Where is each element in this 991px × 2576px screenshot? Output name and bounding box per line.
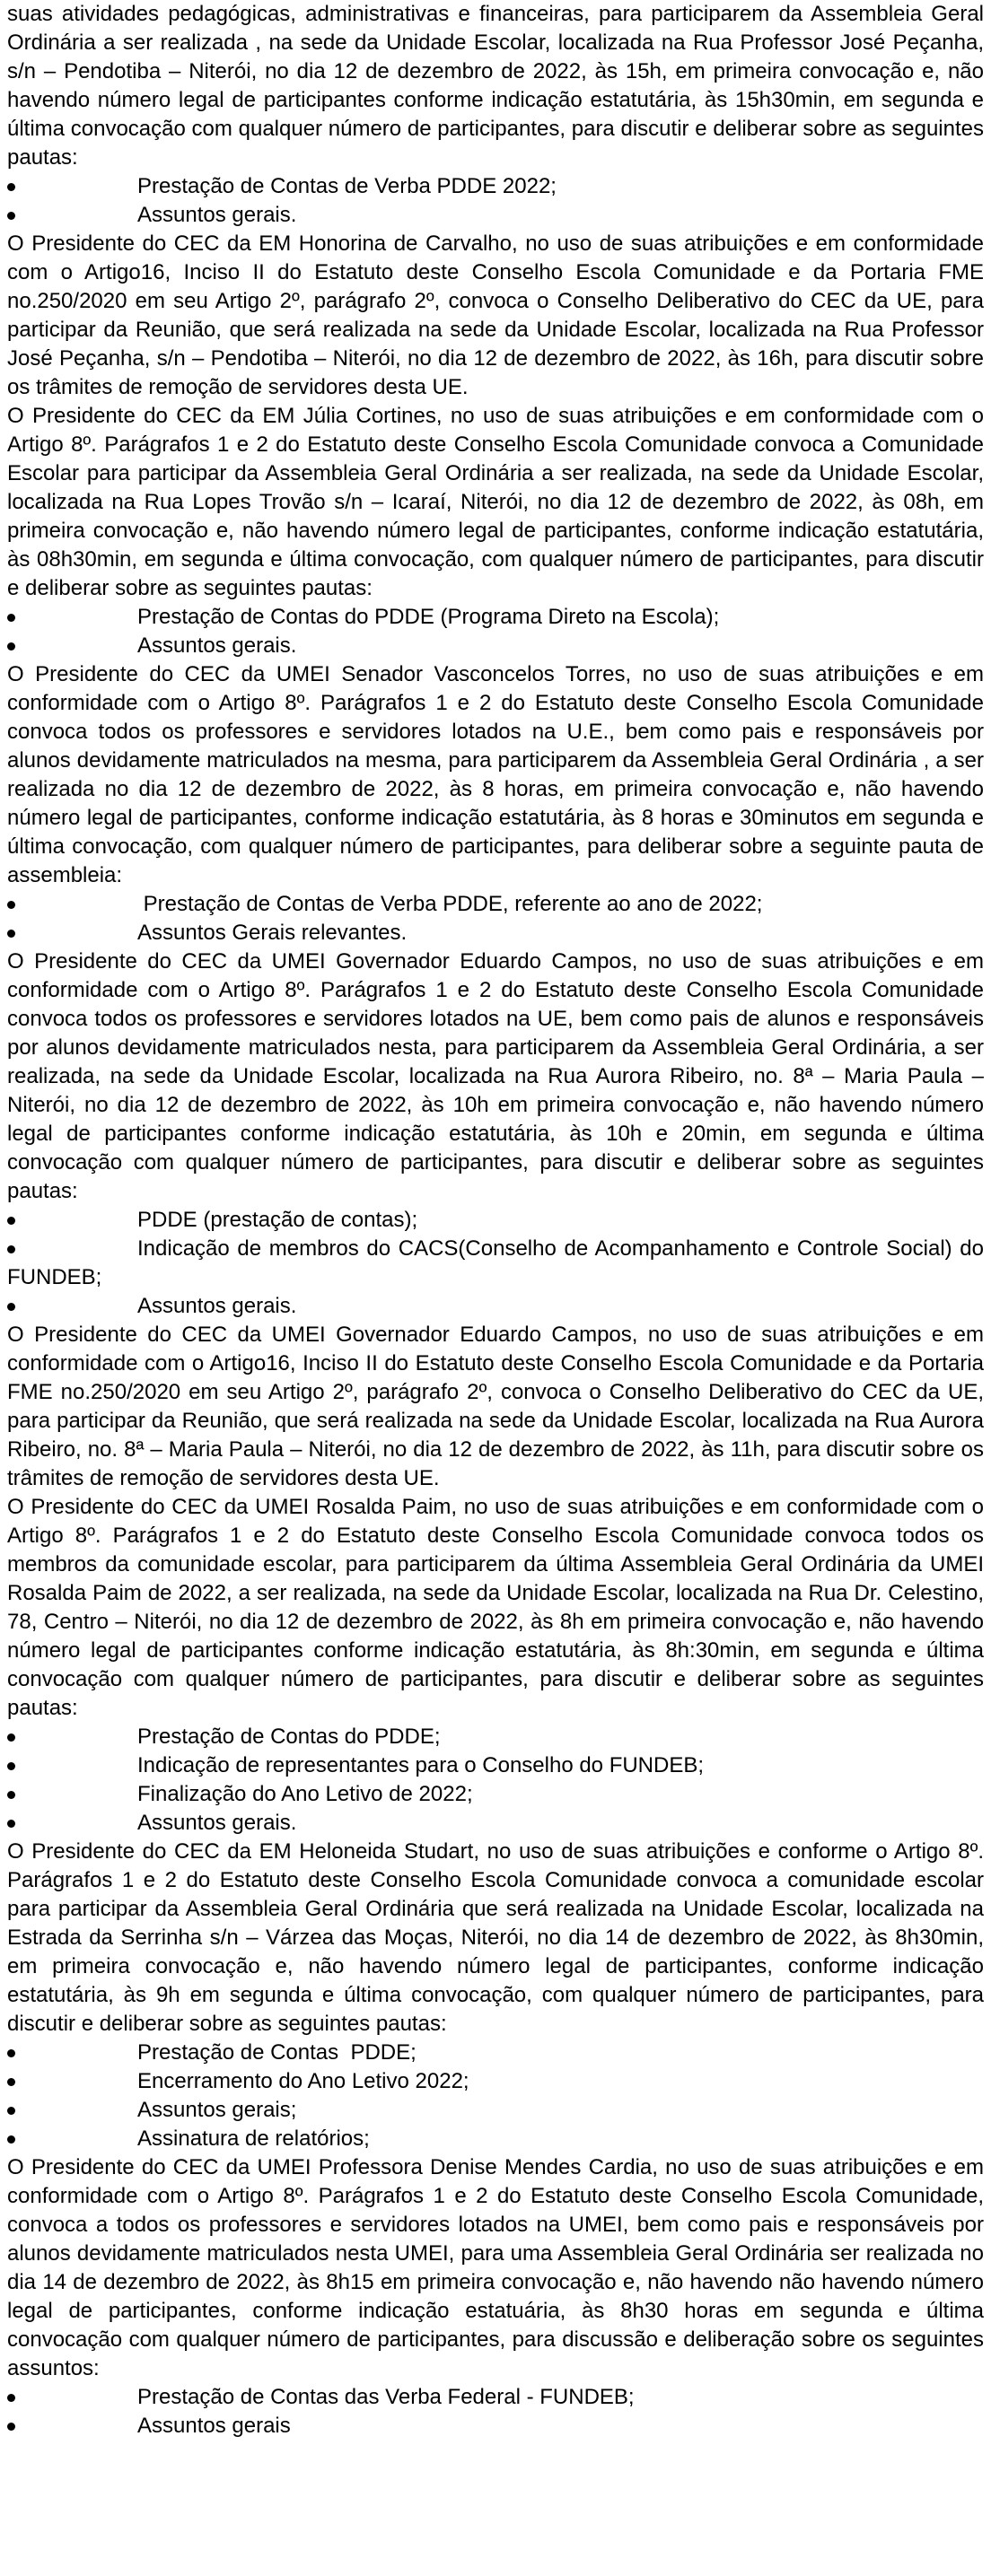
agenda-item-text: Indicação de membros do CACS(Conselho de Acompanhamento e Controle Social) do FUNDEB;: [7, 1236, 984, 1289]
agenda-item-text: Assuntos gerais: [137, 2414, 291, 2438]
notice-paragraph: O Presidente do CEC da UMEI Rosalda Paim, no uso de suas atribuições e em conformidade com o Artigo 8º. Parágrafos 1 e 2 do Estatuto deste Conselho Escola Comunidade convoca todos os membros da comunidade escolar, para participarem da última Assembleia Geral Ordinária da UMEI Rosalda Paim de 2022, a ser realizada, na sede da Unidade Escolar, localizada na Rua Dr. Celestino, 78, Centro – Niterói, no dia 12 de dezembro de 2022, às 8h em primeira convocação e, não havendo número legal de participantes conforme indicação estatutária, às 8h:30min, em segunda e última convocação com qualquer número de participantes, para discutir e deliberar sobre as seguintes pautas:: [7, 1495, 984, 1720]
notice-block: [7, 1321, 984, 1493]
agenda-item: [7, 1292, 984, 1321]
agenda-item-text: Indicação de representantes para o Conselho do FUNDEB;: [137, 1753, 705, 1777]
agenda-list: [7, 1723, 984, 1838]
bullet-icon: [7, 642, 15, 651]
notice-paragraph: O Presidente do CEC da UMEI Governador Eduardo Campos, no uso de suas atribuições e em conformidade com o Artigo 8º. Parágrafos 1 e 2 do Estatuto deste Conselho Escola Comunidade convoca todos os professores e servidores lotados na UE, bem como pais de alunos e responsáveis por alunos devidamente matriculados nesta, para participarem da Assembleia Geral Ordinária, a ser realizada, na sede da Unidade Escolar, localizada na Rua Aurora Ribeiro, no. 8ª – Maria Paula – Niterói, no dia 12 de dezembro de 2022, às 10h em primeira convocação e, não havendo número legal de participantes conforme indicação estatutária, às 10h e 20min, em segunda e última convocação com qualquer número de participantes, para discutir e deliberar sobre as seguintes pautas:: [7, 949, 984, 1203]
notice-paragraph: O Presidente do CEC da UMEI Professora Denise Mendes Cardia, no uso de suas atribuições e em conformidade com o Artigo 8º. Parágrafos 1 e 2 do Estatuto deste Conselho Escola Comunidade, convoca a todos os professores e servidores lotados na UMEI, bem como pais e responsáveis por alunos devidamente matriculados nesta UMEI, para uma Assembleia Geral Ordinária ser realizada no dia 14 de dezembro de 2022, às 8h15 em primeira convocação e, não havendo não havendo número legal de participantes, conforme indicação estatuária, às 8h30 horas em segunda e última convocação com qualquer número de participantes, para discussão e deliberação sobre os seguintes assuntos:: [7, 2155, 984, 2380]
agenda-item: [7, 1809, 984, 1838]
agenda-item-text: Prestação de Contas do PDDE;: [137, 1725, 441, 1749]
agenda-item-text: Prestação de Contas do PDDE (Programa Direto na Escola);: [137, 605, 720, 629]
bullet-icon: [7, 930, 15, 938]
agenda-item: [7, 1723, 984, 1751]
bullet-icon: [7, 2107, 15, 2115]
agenda-item: [7, 1780, 984, 1809]
agenda-item: [7, 1751, 984, 1780]
agenda-item: [7, 2067, 984, 2096]
agenda-item: [7, 1235, 984, 1292]
agenda-item-text: Prestação de Contas PDDE;: [137, 2040, 417, 2065]
notice-paragraph: O Presidente do CEC da UMEI Senador Vasconcelos Torres, no uso de suas atribuições e em conformidade com o Artigo 8º. Parágrafos 1 e 2 do Estatuto deste Conselho Escola Comunidade convoca todos os professores e servidores lotados na U.E., bem como pais e responsáveis por alunos devidamente matriculados na mesma, para participarem da Assembleia Geral Ordinária , a ser realizada no dia 12 de dezembro de 2022, às 8 horas, em primeira convocação e, não havendo número legal de participantes, conforme indicação estatutária, às 8 horas e 30minutos em segunda e última convocação, com qualquer número de participantes, para deliberar sobre a seguinte pauta de assembleia:: [7, 662, 984, 887]
agenda-item-text: Prestação de Contas das Verba Federal - FUNDEB;: [137, 2385, 635, 2409]
agenda-item: [7, 919, 984, 947]
agenda-item: [7, 2383, 984, 2412]
notice-block: [7, 1838, 984, 2153]
agenda-item: [7, 172, 984, 201]
bullet-icon: [7, 2049, 15, 2057]
bullet-icon: [7, 1245, 15, 1253]
agenda-item-text: Assuntos gerais.: [137, 1294, 297, 1318]
agenda-item-text: Encerramento do Ano Letivo 2022;: [137, 2069, 469, 2093]
bullet-icon: [7, 1303, 15, 1311]
bullet-icon: [7, 2078, 15, 2086]
bullet-icon: [7, 1733, 15, 1742]
bullet-icon: [7, 2135, 15, 2144]
agenda-list: [7, 172, 984, 230]
agenda-item: [7, 201, 984, 230]
agenda-item-text: PDDE (prestação de contas);: [137, 1208, 418, 1232]
agenda-list: [7, 2383, 984, 2441]
bullet-icon: [7, 212, 15, 220]
notice-paragraph: O Presidente do CEC da EM Júlia Cortines, no uso de suas atribuições e em conformidade com o Artigo 8º. Parágrafos 1 e 2 do Estatuto deste Conselho Escola Comunidade convoca a Comunidade Escolar para participar da Assembleia Geral Ordinária a ser realizada, na sede da Unidade Escolar, localizada na Rua Lopes Trovão s/n – Icaraí, Niterói, no dia 12 de dezembro de 2022, às 08h, em primeira convocação e, não havendo número legal de participantes, conforme indicação estatutária, às 08h30min, em segunda e última convocação, com qualquer número de participantes, para discutir e deliberar sobre as seguintes pautas:: [7, 404, 984, 600]
bullet-icon: [7, 1217, 15, 1225]
bullet-icon: [7, 1762, 15, 1770]
bullet-icon: [7, 183, 15, 191]
agenda-item: [7, 1206, 984, 1235]
agenda-list: [7, 603, 984, 660]
notice-block: [7, 230, 984, 402]
agenda-item: [7, 2096, 984, 2125]
notice-paragraph: suas atividades pedagógicas, administrativas e financeiras, para participarem da Assembleia Geral Ordinária a ser realizada , na sede da Unidade Escolar, localizada na Rua Professor José Peçanha, s/n – Pendotiba – Niterói, no dia 12 de dezembro de 2022, às 15h, em primeira convocação e, não havendo número legal de participantes conforme indicação estatutária, às 15h30min, em segunda e última convocação com qualquer número de participantes, para discutir e deliberar sobre as seguintes pautas:: [7, 2, 984, 170]
agenda-list: [7, 2039, 984, 2153]
notice-block: [7, 2153, 984, 2441]
agenda-item-text: Assinatura de relatórios;: [137, 2126, 370, 2151]
agenda-item-text: Prestação de Contas de Verba PDDE 2022;: [137, 174, 557, 198]
notice-block: [7, 947, 984, 1321]
agenda-item-text: Assuntos gerais;: [137, 2098, 297, 2122]
notice-paragraph: O Presidente do CEC da EM Heloneida Studart, no uso de suas atribuições e conforme o Artigo 8º. Parágrafos 1 e 2 do Estatuto deste Conselho Escola Comunidade convoca a comunidade escolar para participar da Assembleia Geral Ordinária que será realizada na Unidade Escolar, localizada na Estrada da Serrinha s/n – Várzea das Moças, Niterói, no dia 14 de dezembro de 2022, às 8h30min, em primeira convocação e, não havendo número legal de participantes, conforme indicação estatutária, às 9h em segunda e última convocação, com qualquer número de participantes, para discutir e deliberar sobre as seguintes pautas:: [7, 1839, 984, 2036]
notice-paragraph: O Presidente do CEC da UMEI Governador Eduardo Campos, no uso de suas atribuições e em conformidade com o Artigo16, Inciso II do Estatuto deste Conselho Escola Comunidade e da Portaria FME no.250/2020 em seu Artigo 2º, parágrafo 2º, convoca o Conselho Deliberativo do CEC da UE, para participar da Reunião, que será realizada na sede da Unidade Escolar, localizada na Rua Aurora Ribeiro, no. 8ª – Maria Paula – Niterói, no dia 12 de dezembro de 2022, às 11h, para discutir sobre os trâmites de remoção de servidores desta UE.: [7, 1323, 984, 1490]
notice-paragraph: O Presidente do CEC da EM Honorina de Carvalho, no uso de suas atribuições e em conformidade com o Artigo16, Inciso II do Estatuto deste Conselho Escola Comunidade e da Portaria FME no.250/2020 em seu Artigo 2º, parágrafo 2º, convoca o Conselho Deliberativo do CEC da UE, para participar da Reunião, que será realizada na sede da Unidade Escolar, localizada na Rua Professor José Peçanha, s/n – Pendotiba – Niterói, no dia 12 de dezembro de 2022, às 16h, para discutir sobre os trâmites de remoção de servidores desta UE.: [7, 231, 984, 399]
agenda-item: [7, 632, 984, 660]
agenda-list: [7, 1206, 984, 1321]
bullet-icon: [7, 2394, 15, 2402]
agenda-item: [7, 2125, 984, 2153]
agenda-item: [7, 2412, 984, 2441]
bullet-icon: [7, 1820, 15, 1828]
agenda-list: [7, 890, 984, 947]
notice-block: [7, 1493, 984, 1838]
bullet-icon: [7, 901, 15, 909]
agenda-item-text: Finalização do Ano Letivo de 2022;: [137, 1782, 473, 1806]
notice-block: [7, 660, 984, 947]
agenda-item: [7, 603, 984, 632]
bullet-icon: [7, 2423, 15, 2431]
agenda-item-text: Assuntos gerais.: [137, 1811, 297, 1835]
notice-block: [7, 0, 984, 230]
agenda-item: [7, 2039, 984, 2067]
bullet-icon: [7, 614, 15, 622]
agenda-item: [7, 890, 984, 919]
agenda-item-text: Prestação de Contas de Verba PDDE, referente ao ano de 2022;: [137, 892, 763, 916]
agenda-item-text: Assuntos gerais.: [137, 203, 297, 227]
agenda-item-text: Assuntos gerais.: [137, 633, 297, 658]
bullet-icon: [7, 1791, 15, 1799]
notice-block: [7, 402, 984, 660]
agenda-item-text: Assuntos Gerais relevantes.: [137, 921, 408, 945]
